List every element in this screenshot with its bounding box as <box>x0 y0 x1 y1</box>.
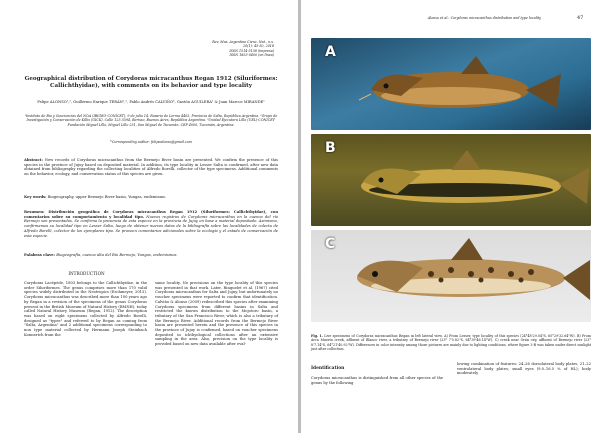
identification-column-1: Corydoras micracanthus is distinguished from all other species of the genus by the following <box>311 376 443 385</box>
intro-column-1: Corydoras Lacépède, 1803 belongs to the Callichthyidae, in the order Siluriformes. The genus comprises more than 170 valid species widely distributed in the Neotropics (Eschmeyer, 2015). Corydoras micracanthus was described more than 100 years ago by Regan in a revision of the specimens of the genus Corydoras present in the British Museum of Natural History (BMNH), today called Natural History Museum (Regan, 1912). The description was based on eight specimens collected by Alfredo Borelli, designed as "types" and referred to by Regan as coming from "Salta, Argentina" and 2 additional specimens corresponding to non type material collected by Hermann Joseph Steinbach Konnertch from the <box>24 281 147 337</box>
catfish-a-illustration <box>311 38 591 130</box>
running-head: Alonso et al.: Corydoras micracanthus distribution and type locality <box>427 16 541 20</box>
issn-online: ISSN 1853-0400 (en línea) <box>229 52 274 57</box>
identification-heading: Identification <box>311 366 345 371</box>
photo-c <box>311 230 591 322</box>
resumen-text: Nuevos registros de Corydoras micracanthus en la cuenca del río Bermejo son presentados. Se confirma la presencia de esta especie en la provincia de Jujuy en base a material depositado. Asimismo, confirmamos su localidad tipo en Lesser Salta, luego de obtener nuevos datos de la bibliografía sobre las localidades de colecta de Alfredo Borelli, colector de los ejemplares tipo. Se proveen comentarios adicionales sobre la ecología y el estado de conservación de esta especie. <box>24 214 278 238</box>
catfish-c-illustration <box>311 230 591 322</box>
keywords-text: Biogeography, upper Bermejo River basin, Yungas, endemisms. <box>47 195 167 199</box>
journal-header <box>134 40 274 57</box>
author-affiliations: ¹Instituto de Bio y Geociencias del NOA (IBIGEO-CONICET), 9 de julio 14, Rosario de Lerma 4405, Provincia de Salta, República Argentina. ²Grupo de Investigación y Conservación de Killis (GICK). Calle 125 5594, Berisso, Buenos Aires, República Argentina. ³Unidad Ejecutora Lillo (UEL)-CONICET-Fundación Miguel Lillo, Miguel Lillo 251, San Miguel de Tucumán, CEP 4000, Tucumán, Argentina. <box>24 114 278 127</box>
keywords <box>24 195 278 200</box>
photo-label-c: C <box>325 236 336 252</box>
photo-label-b: B <box>325 140 336 156</box>
corresponding-author: *Corresponding author: felipealonso@gmail.com <box>110 140 192 144</box>
journal-volume: 20(1): 45-50, 2018 <box>242 44 274 49</box>
palabras-clave <box>24 253 278 258</box>
resumen <box>24 210 278 238</box>
left-page <box>0 0 298 433</box>
photo-a <box>311 38 591 130</box>
resumen-label: Resumen: Distribución geográfica de Corydoras micracanthus Regan 1912 (Siluriformes: Callichthyidae), con comentarios sobre su comportamiento y localidad tipo. <box>24 210 278 219</box>
palabras-text: Biogeografía, cuenca alta del Río Bermejo, Yungas, endemismos. <box>56 253 178 257</box>
photo-label-a: A <box>325 44 336 60</box>
abstract-text: New records of Corydoras micracanthus from the Bermejo River basin are presented. We confirm the presence of this species in the province of Jujuy based on deposited material. In addition, its type locality in Lesser Salta is confirmed, after new data obtained from bibliography regarding the collecting localities of Alfredo Borelli, collector of the type specimens. Additional comments on the behavior, ecology, and conservation status of this species are given. <box>24 158 278 177</box>
abstract <box>24 158 278 177</box>
paper-title: Geographical distribution of Corydoras micracanthus Regan 1912 (Siluriformes: Callichthyidae), with comments on its behavior and type locality <box>24 76 278 89</box>
journal-name: Rev. Mus. Argentino Cienc. Nat., n.s. <box>212 40 274 44</box>
intro-heading: INTRODUCTION <box>68 271 105 276</box>
abstract-label: Abstract: <box>24 158 43 162</box>
palabras-label: Palabras clave: <box>24 253 56 257</box>
caption-label: Fig. 1. <box>311 334 323 338</box>
right-page <box>301 0 600 433</box>
figure-caption <box>311 334 591 351</box>
catfish-b-illustration <box>311 134 591 226</box>
identification-column-2: lowing combination of features: 24–26 dorsolateral body plates, 21–22 ventrolateral body plates; small eyes (9.0–16.5 % of HL); body moderately <box>457 362 591 376</box>
photo-b <box>311 134 591 226</box>
keywords-label: Key words: <box>24 195 47 199</box>
caption-text: Live specimens of Corydoras micracanthus Regan in left lateral view. A) From Lesser, type locality of this species (24°48'29.04"S, 65°29'32.64"W). B) From Arca Muerta creek, affluent of Blanco river, a tributary of Bermejo river (23° 7'5.82"S, 64°39'46.14"W). C) creek near Orán city, affluent of Bermejo river (23° 8'7.14"S, 64°21'40.92"W). Differences in color intensity among those pictures are mainly due to lighting conditions, where figure 3-B was taken under direct sunlight just after collection. <box>311 334 591 351</box>
paper-authors: Felipe ALONSO¹,², Guillermo Enrique TERÁN¹,², Pablo Andrés CALVIÑO³, Gastón AGUILERA¹ & Juan Marcos MIRANDE¹ <box>37 100 265 104</box>
intro-column-2: same locality. No precisions on the type locality of this species was presented in that work. Later, Ringuelet et al. (1967) cited Corydoras micracanthus for Salta and Jujuy, but unfortunately no voucher specimens were reported to confirm that identification. Calviño & Alonso (2009) redescribed this species after examining Corydoras specimens from different basins in Salta and restricted the known distribution to the Mojotoro basin, a tributary of the San Francisco River, which is also a tributary of the Bermejo River. Additional records from the Bermejo River basin are presented herein and the presence of this species in the province of Jujuy is confirmed, based on voucher specimens deposited in ichthyological collections after an extensive sampling in the area. Also, precision on the type locality is provided based on new data available after eval- <box>155 281 278 347</box>
page-number: 47 <box>577 15 584 21</box>
issn-print: ISSN 1514-5158 (impresa) <box>229 48 274 53</box>
